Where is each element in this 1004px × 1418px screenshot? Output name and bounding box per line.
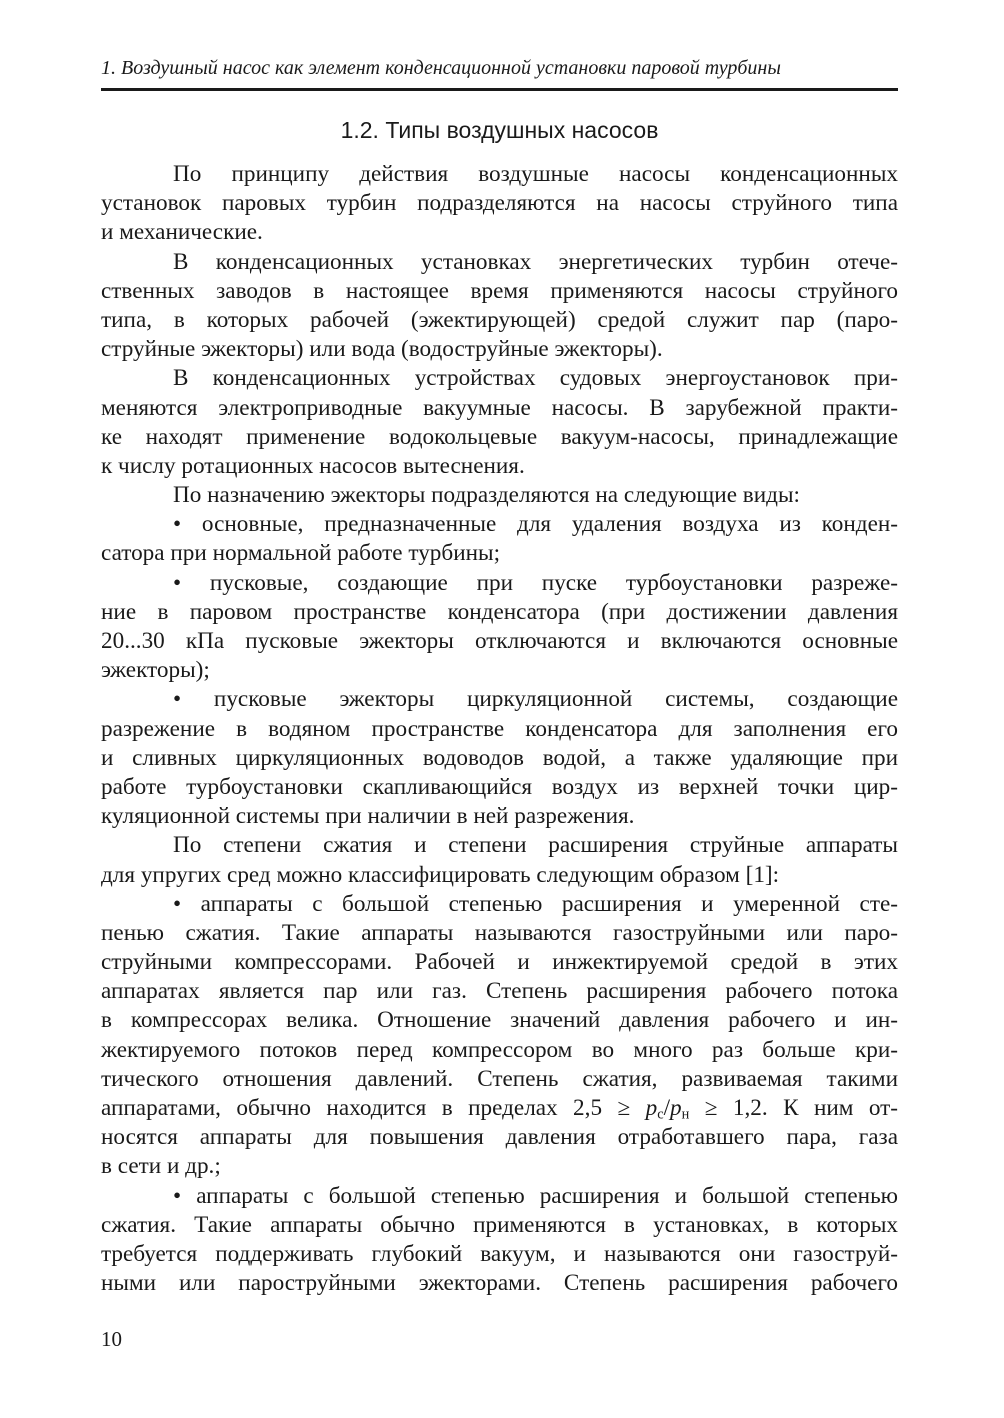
text-line: аппаратах является пар или газ. Степень расширения рабочего потока — [101, 978, 898, 1005]
page-number: 10 — [101, 1327, 122, 1351]
section-title: 1.2. Типы воздушных насосов — [340, 117, 659, 143]
text-line: для упругих сред можно классифицировать следующим образом [1]: — [101, 861, 780, 888]
text-line: эжекторы); — [101, 657, 210, 684]
text-line: пенью сжатия. Такие аппараты называются газоструйными или паро- — [101, 919, 898, 946]
text-line: По принципу действия воздушные насосы конденсационных — [173, 161, 898, 187]
text-line: меняются электроприводные вакуумные насосы. В зарубежной практи- — [101, 394, 898, 421]
text-line: ке находят применение водокольцевые вакуум-насосы, принадлежащие — [101, 423, 898, 450]
formula-slash: / — [663, 1095, 671, 1121]
text-line: По назначению эжекторы подразделяются на следующие виды: — [173, 482, 800, 509]
text-line: • аппараты с большой степенью расширения и умеренной сте- — [173, 890, 898, 917]
formula-text-after: ≥ 1,2. К ним от- — [689, 1095, 898, 1121]
text-line — [101, 1094, 898, 1123]
text-line: В конденсационных устройствах судовых энергоустановок при- — [173, 365, 898, 392]
text-line: ственных заводов в настоящее время применяются насосы струйного — [101, 277, 898, 304]
text-line: к числу ротационных насосов вытеснения. — [101, 452, 525, 479]
text-line: тического отношения давлений. Степень сжатия, развиваемая такими — [101, 1065, 898, 1092]
running-head: 1. Воздушный насос как элемент конденсационной установки паровой турбины — [101, 57, 781, 79]
formula-text-before: аппаратами, обычно находится в пределах 2,5 ≥ — [101, 1095, 646, 1121]
text-line: в сети и др.; — [101, 1153, 221, 1180]
text-line: струйные эжекторы) или вода (водоструйные эжекторы). — [101, 336, 663, 363]
text-line: ние в паровом пространстве конденсатора (при достижении давления — [101, 598, 898, 625]
body-text — [101, 160, 898, 1298]
text-line: установок паровых турбин подразделяются на насосы струйного типа — [101, 190, 898, 217]
formula-variable: p — [645, 1095, 658, 1121]
text-line: сжатия. Такие аппараты обычно применяются в установках, в которых — [101, 1211, 898, 1238]
text-line: куляционной системы при наличии в ней разрежения. — [101, 803, 635, 830]
text-line: носятся аппараты для повышения давления отработавшего пара, газа — [101, 1124, 898, 1151]
text-line: ными или пароструйными эжекторами. Степень расширения рабочего — [101, 1270, 898, 1297]
text-line: струйными компрессорами. Рабочей и инжектируемой средой в этих — [101, 949, 898, 976]
formula-subscript: н — [681, 1106, 690, 1123]
text-line: и сливных циркуляционных водоводов водой, а также удаляющие при — [101, 744, 898, 771]
text-line: разрежение в водяном пространстве конденсатора для заполнения его — [101, 715, 898, 742]
text-line: сатора при нормальной работе турбины; — [101, 540, 501, 567]
text-line: 20...30 кПа пусковые эжекторы отключаются и включаются основные — [101, 628, 898, 654]
formula-subscript: с — [657, 1106, 664, 1123]
text-line: в компрессорах велика. Отношение значений давления рабочего и ин- — [101, 1007, 898, 1034]
formula-variable: p — [670, 1095, 682, 1121]
text-line: и механические. — [101, 219, 263, 246]
header-rule — [101, 88, 898, 91]
text-line: • основные, предназначенные для удаления воздуха из конден- — [173, 511, 898, 538]
text-line: • пусковые эжекторы циркуляционной системы, создающие — [173, 686, 898, 713]
text-line: В конденсационных установках энергетических турбин отече- — [173, 248, 898, 275]
text-line: работе турбоустановки скапливающийся воздух из верхней точки цир- — [101, 773, 898, 800]
text-line: • аппараты с большой степенью расширения и большой степенью — [173, 1182, 898, 1209]
text-line: типа, в которых рабочей (эжектирующей) средой служит пар (паро- — [101, 306, 898, 333]
text-line: жектируемого потоков перед компрессором во много раз больше кри- — [101, 1036, 898, 1063]
text-line: требуется поддерживать глубокий вакуум, и называются они газоструй- — [101, 1240, 898, 1267]
text-line: • пусковые, создающие при пуске турбоустановки разреже- — [173, 569, 898, 596]
text-line: По степени сжатия и степени расширения струйные аппараты — [173, 832, 898, 859]
